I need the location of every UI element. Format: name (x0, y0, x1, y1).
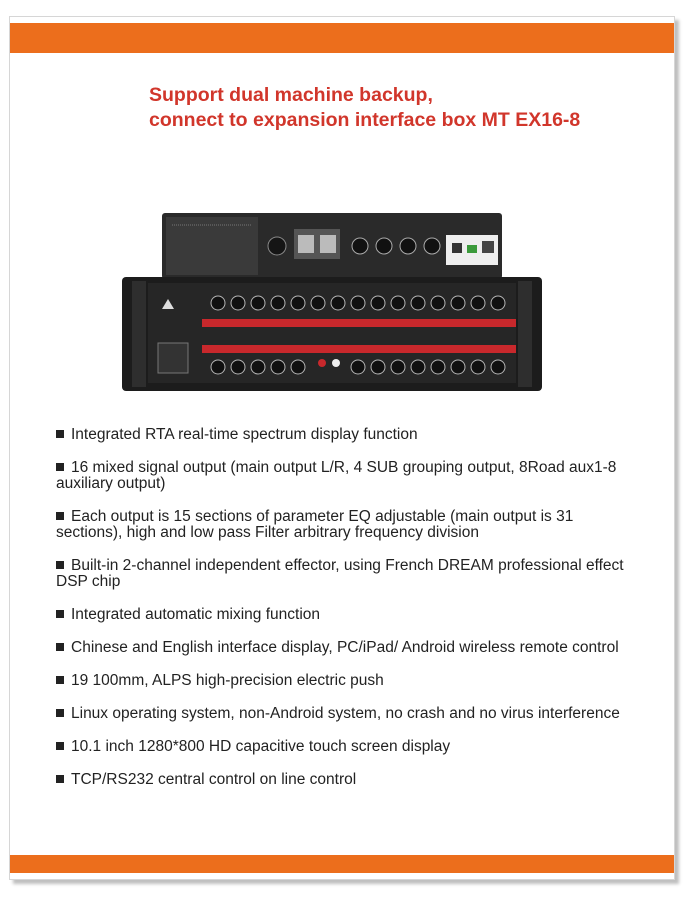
list-item: Each output is 15 sections of parameter EQ adjustable (main output is 31 sections), high and low pass Filter arbitrary frequency division (56, 508, 574, 541)
square-bullet-icon (56, 561, 64, 569)
feature-list (56, 427, 626, 805)
square-bullet-icon (56, 709, 64, 717)
square-bullet-icon (56, 643, 64, 651)
square-bullet-icon (56, 512, 64, 520)
bottom-accent-bar (10, 855, 674, 873)
list-item: Chinese and English interface display, PC/iPad/ Android wireless remote control (56, 640, 626, 656)
list-item: 16 mixed signal output (main output L/R, 4 SUB grouping output, 8Road aux1-8 auxiliary output) (56, 459, 617, 492)
list-item: 19 100mm, ALPS high-precision electric push (56, 673, 626, 689)
list-item: TCP/RS232 central control on line control (56, 772, 626, 788)
mixer-rear-panel-image (122, 213, 542, 391)
top-accent-bar (10, 23, 674, 53)
square-bullet-icon (56, 775, 64, 783)
square-bullet-icon (56, 676, 64, 684)
list-item: 10.1 inch 1280*800 HD capacitive touch screen display (56, 739, 626, 755)
list-item: Integrated RTA real-time spectrum display function (56, 427, 626, 443)
list-item: Built-in 2-channel independent effector, using French DREAM professional effect DSP chip (56, 557, 624, 590)
headline-line-1: Support dual machine backup, (149, 84, 433, 106)
square-bullet-icon (56, 463, 64, 471)
brochure-page (9, 16, 675, 880)
list-item: Linux operating system, non-Android system, no crash and no virus interference (56, 706, 626, 722)
headline-line-2: connect to expansion interface box MT EX16-8 (149, 109, 581, 131)
square-bullet-icon (56, 742, 64, 750)
square-bullet-icon (56, 610, 64, 618)
square-bullet-icon (56, 430, 64, 438)
headline (149, 83, 649, 133)
list-item: Integrated automatic mixing function (56, 607, 626, 623)
